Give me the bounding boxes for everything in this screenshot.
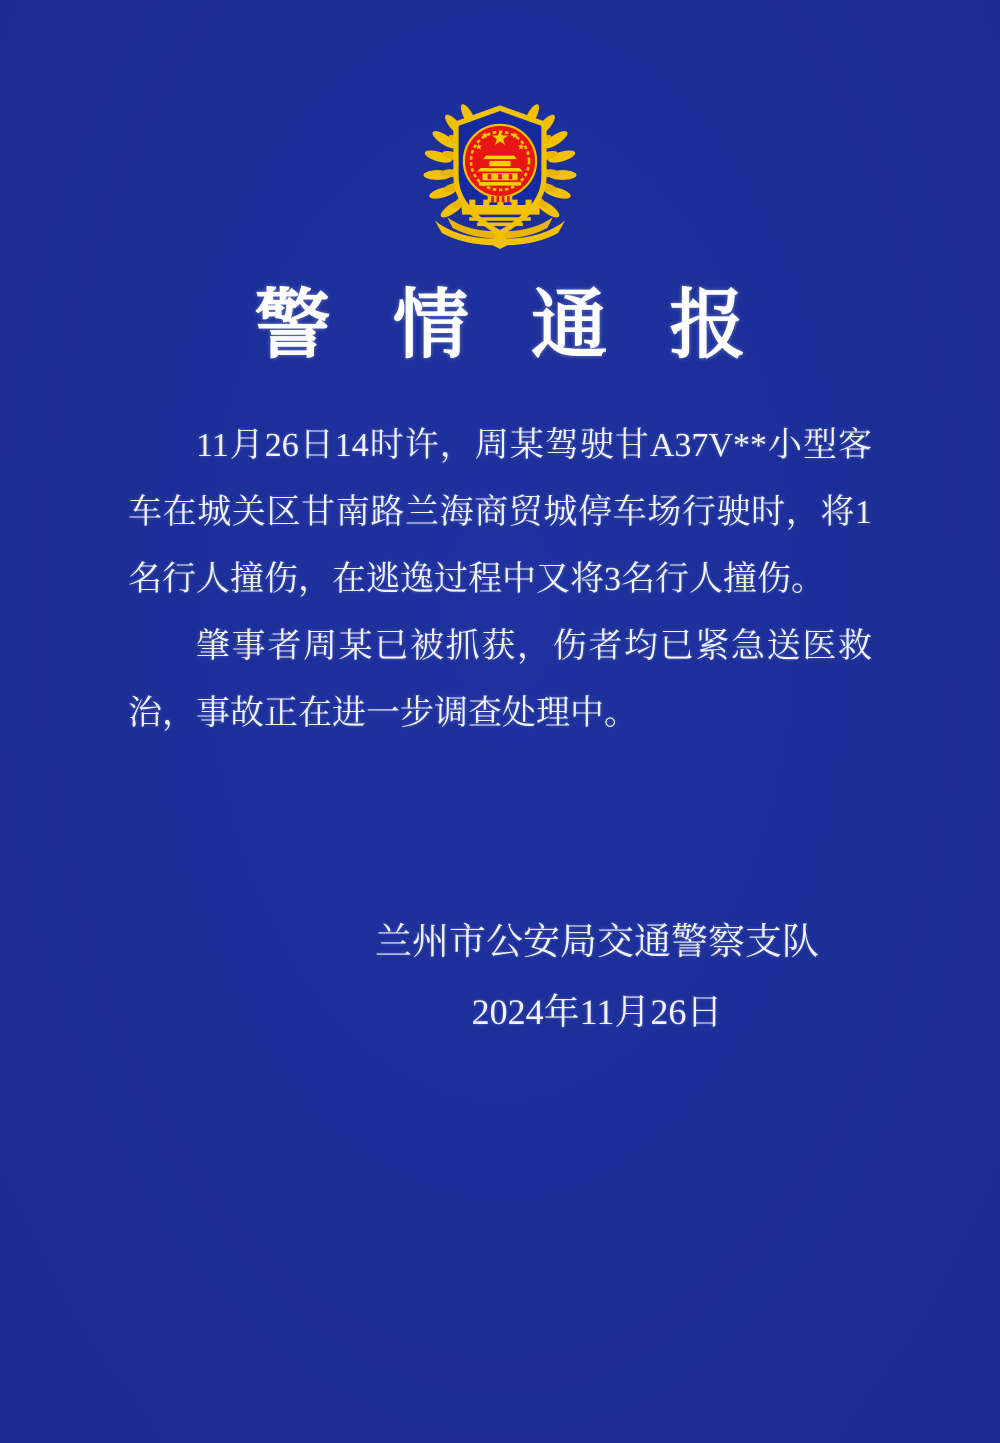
report-date: 2024年11月26日 bbox=[471, 991, 723, 1032]
notice-body bbox=[128, 412, 872, 747]
notice-title: 警情通报 bbox=[254, 284, 808, 368]
china-police-badge-icon bbox=[412, 92, 588, 251]
body-line: 治，事故正在进一步调查处理中。 bbox=[128, 694, 638, 732]
emblem-container bbox=[0, 0, 1000, 251]
body-line: 肇事者周某已被抓获，伤者均已紧急送医救 bbox=[196, 627, 872, 665]
signature-block bbox=[194, 915, 1000, 1037]
body-line: 车在城关区甘南路兰海商贸城停车场行驶时，将1 bbox=[128, 493, 872, 531]
emblem-tassels bbox=[488, 196, 513, 202]
agency-signature: 兰州市公安局交通警察支队 bbox=[375, 921, 819, 963]
body-line: 11月26日14时许，周某驾驶甘A37V**小型客 bbox=[196, 426, 872, 464]
body-line: 名行人撞伤，在逃逸过程中又将3名行人撞伤。 bbox=[128, 560, 825, 598]
